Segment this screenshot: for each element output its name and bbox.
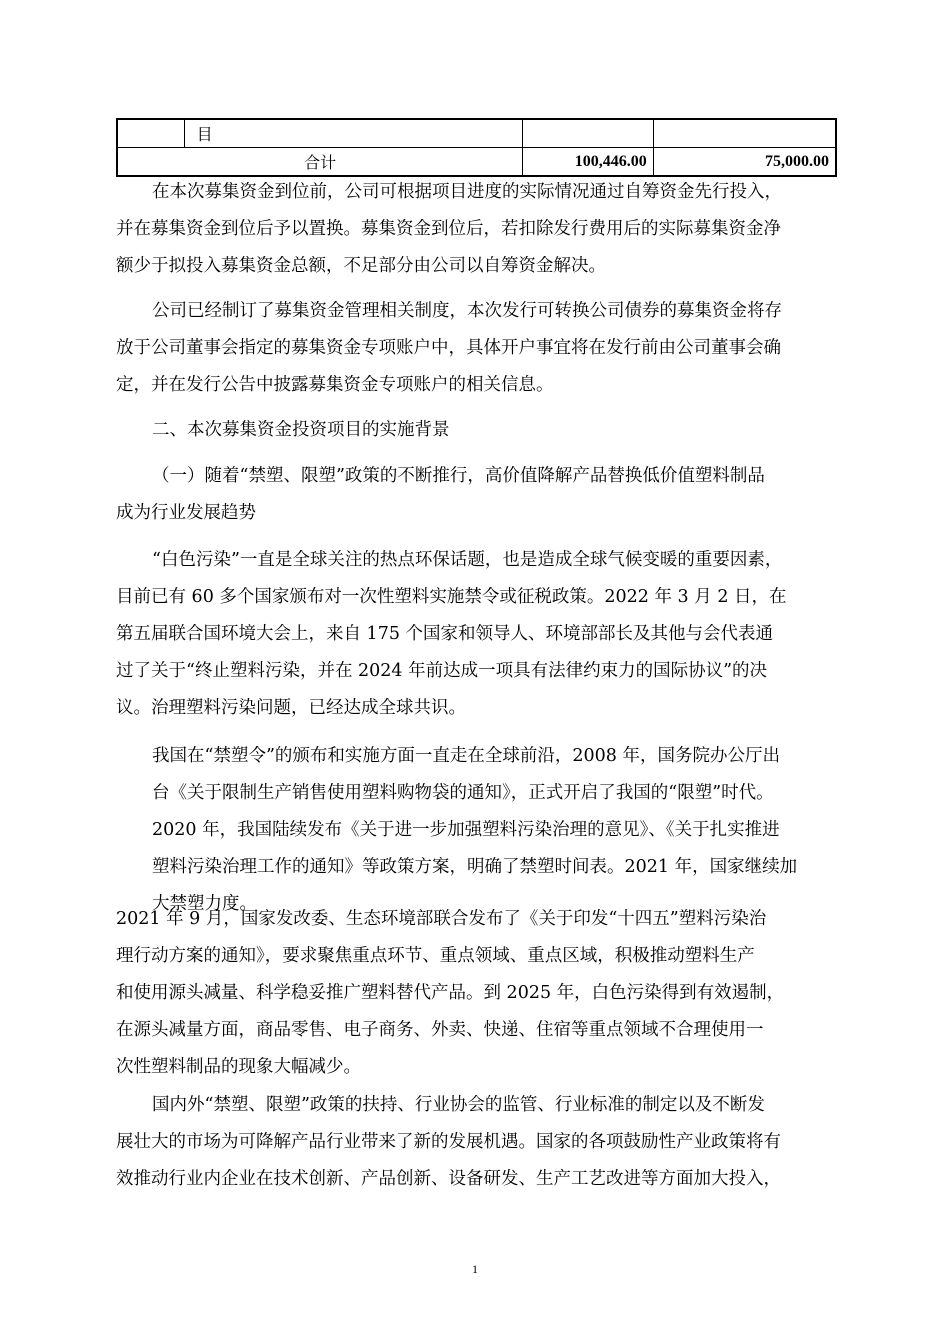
- text-line: “白色污染”一直是全球关注的热点环保话题，也是造成全球气候变暖的重要因素，: [152, 550, 783, 570]
- text-line: 塑料污染治理工作的通知》等政策方案，明确了禁塑时间表。2021 年，国家继续加: [152, 857, 798, 877]
- text-line: 大禁塑力度。: [152, 894, 257, 914]
- text-line: 过了关于“终止塑料污染，并在 2024 年前达成一项具有法律约束力的国际协议”的决: [116, 661, 768, 681]
- paragraph-white-pollution-cont: [116, 579, 841, 727]
- fund-usage-table: [116, 118, 837, 177]
- text-line: 额少于拟投入募集资金总额，不足部分由公司以自筹资金解决。: [116, 256, 606, 276]
- text-line: 次性塑料制品的现象大幅减少。: [116, 1057, 361, 1077]
- text-line: 在源头减量方面，商品零售、电子商务、外卖、快递、住宿等重点领域不合理使用一: [116, 1020, 764, 1040]
- paragraph-opportunity-cont: [116, 1124, 841, 1198]
- paragraph-fund-management: [116, 293, 877, 330]
- table-cell-investment: [523, 119, 654, 148]
- paragraph-white-pollution: [116, 542, 877, 579]
- table-total-row: [117, 148, 836, 177]
- total-label: 合计: [117, 148, 523, 177]
- text-line: 理行动方案的通知》，要求聚焦重点环节、重点领域、重点区域，积极推动塑料生产: [116, 946, 755, 966]
- text-line: 第五届联合国环境大会上，来自 175 个国家和领导人、环境部部长及其他与会代表通: [116, 624, 774, 644]
- text-line: 议。治理塑料污染问题，已经达成全球共识。: [116, 698, 466, 718]
- paragraph-14th-five-year-plan: [116, 901, 841, 1086]
- text-line: 在本次募集资金到位前，公司可根据项目进度的实际情况通过自筹资金先行投入，: [152, 182, 782, 202]
- text-line: 和使用源头减量、科学稳妥推广塑料替代产品。到 2025 年，白色污染得到有效遏制，: [116, 983, 785, 1003]
- text-line: 2020 年，我国陆续发布《关于进一步加强塑料污染治理的意见》、《关于扎实推进: [152, 820, 780, 840]
- paragraph-fund-management-cont: [116, 330, 841, 404]
- table-cell-raised: [653, 119, 836, 148]
- page-number: 1: [472, 1262, 478, 1276]
- subsection-heading-cont: [116, 495, 841, 532]
- text-line: 公司已经制订了募集资金管理相关制度，本次发行可转换公司债券的募集资金将存: [152, 301, 782, 321]
- paragraph-china-ban: [116, 738, 877, 923]
- text-line: 成为行业发展趋势: [116, 503, 256, 523]
- text-line: 放于公司董事会指定的募集资金专项账户中，具体开户事宜将在发行前由公司董事会确: [116, 338, 781, 358]
- text-line: 我国在“禁塑令”的颁布和实施方面一直走在全球前沿，2008 年，国务院办公厅出: [152, 746, 780, 766]
- subsection-heading: [116, 458, 877, 495]
- text-line: 台《关于限制生产销售使用塑料购物袋的通知》，正式开启了我国的“限塑”时代。: [152, 783, 774, 803]
- text-line: 定，并在发行公告中披露募集资金专项账户的相关信息。: [116, 375, 554, 395]
- text-line: 二、本次募集资金投资项目的实施背景: [152, 420, 450, 440]
- total-raised: 75,000.00: [653, 148, 836, 177]
- text-line: （一）随着“禁塑、限塑”政策的不断推行，高价值降解产品替换低价值塑料制品: [152, 466, 765, 486]
- text-line: 展壮大的市场为可降解产品行业带来了新的发展机遇。国家的各项鼓励性产业政策将有: [116, 1132, 781, 1152]
- table-row: [117, 119, 836, 148]
- table-cell-project-name: 目: [184, 119, 523, 148]
- text-line: 2021 年 9 月，国家发改委、生态环境部联合发布了《关于印发“十四五”塑料污染治: [116, 909, 767, 929]
- text-line: 效推动行业内企业在技术创新、产品创新、设备研发、生产工艺改进等方面加大投入，: [116, 1169, 781, 1189]
- text-line: 国内外“禁塑、限塑”政策的扶持、行业协会的监管、行业标准的制定以及不断发: [152, 1095, 765, 1115]
- paragraph-opportunity: [116, 1087, 877, 1124]
- paragraph-self-funding-cont: [116, 211, 841, 285]
- section-heading: [116, 412, 877, 449]
- paragraph-self-funding: [116, 174, 877, 211]
- text-line: 并在募集资金到位后予以置换。募集资金到位后，若扣除发行费用后的实际募集资金净: [116, 219, 781, 239]
- text-line: 目前已有 60 多个国家颁布对一次性塑料实施禁令或征税政策。2022 年 3 月 2 日，在: [116, 587, 787, 607]
- table-cell-index: [117, 119, 184, 148]
- total-investment: 100,446.00: [523, 148, 654, 177]
